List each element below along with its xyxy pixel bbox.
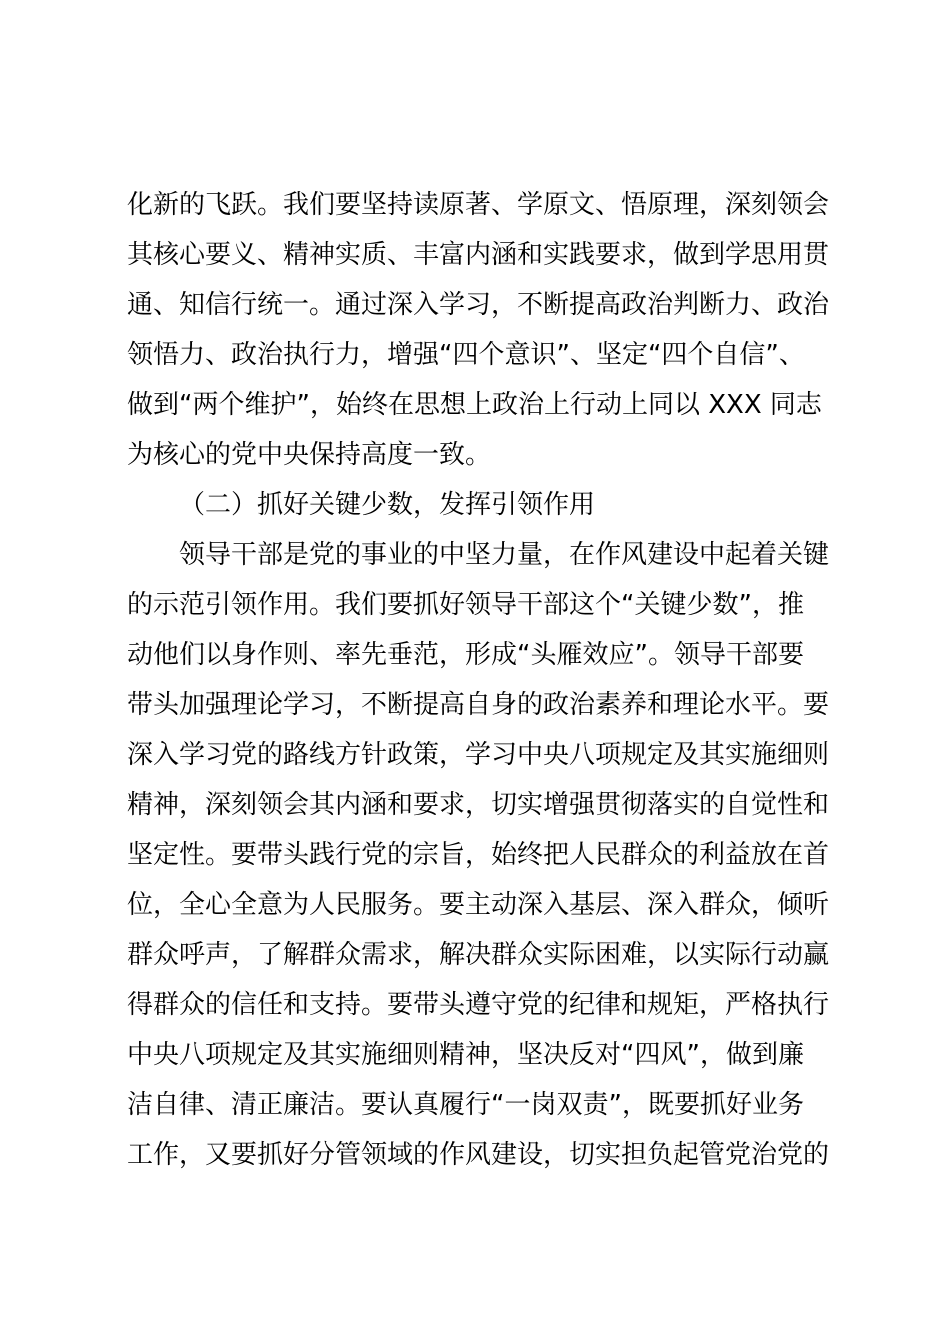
body-text-line: 领悟力、政治执行力，增强“四个意识”、坚定“四个自信”、 bbox=[127, 340, 805, 370]
body-text-line: 坚定性。要带头践行党的宗旨，始终把人民群众的利益放在首 bbox=[127, 840, 830, 870]
body-text-line: 化新的飞跃。我们要坚持读原著、学原文、悟原理，深刻领会 bbox=[127, 190, 830, 220]
body-text-line: 工作，又要抓好分管领域的作风建设，切实担负起管党治党的 bbox=[127, 1140, 830, 1170]
body-text-line: 得群众的信任和支持。要带头遵守党的纪律和规矩，严格执行 bbox=[127, 990, 830, 1020]
section-heading: （二）抓好关键少数，发挥引领作用 bbox=[179, 490, 596, 520]
body-text-line: 洁自律、清正廉洁。要认真履行“一岗双责”，既要抓好业务 bbox=[127, 1090, 804, 1120]
body-text-line: 的示范引领作用。我们要抓好领导干部这个“关键少数”，推 bbox=[127, 590, 804, 620]
body-text-line: 带头加强理论学习，不断提高自身的政治素养和理论水平。要 bbox=[127, 690, 830, 720]
body-text-line: 中央八项规定及其实施细则精神，坚决反对“四风”，做到廉 bbox=[127, 1040, 804, 1070]
body-text-line: 动他们以身作则、率先垂范，形成“头雁效应”。领导干部要 bbox=[127, 640, 804, 670]
body-text-line: 精神，深刻领会其内涵和要求，切实增强贯彻落实的自觉性和 bbox=[127, 790, 830, 820]
body-text-line: 为核心的党中央保持高度一致。 bbox=[127, 440, 492, 470]
body-text-line: 深入学习党的路线方针政策，学习中央八项规定及其实施细则 bbox=[127, 740, 830, 770]
body-text-line: 群众呼声，了解群众需求，解决群众实际困难，以实际行动赢 bbox=[127, 940, 830, 970]
body-text-line: 做到“两个维护”，始终在思想上政治上行动上同以 XXX 同志 bbox=[127, 390, 822, 420]
body-text-line: 领导干部是党的事业的中坚力量，在作风建设中起着关键 bbox=[179, 540, 830, 570]
body-text-line: 位，全心全意为人民服务。要主动深入基层、深入群众，倾听 bbox=[127, 890, 830, 920]
body-text-line: 通、知信行统一。通过深入学习，不断提高政治判断力、政治 bbox=[127, 290, 830, 320]
body-text-line: 其核心要义、精神实质、丰富内涵和实践要求，做到学思用贯 bbox=[127, 240, 830, 270]
